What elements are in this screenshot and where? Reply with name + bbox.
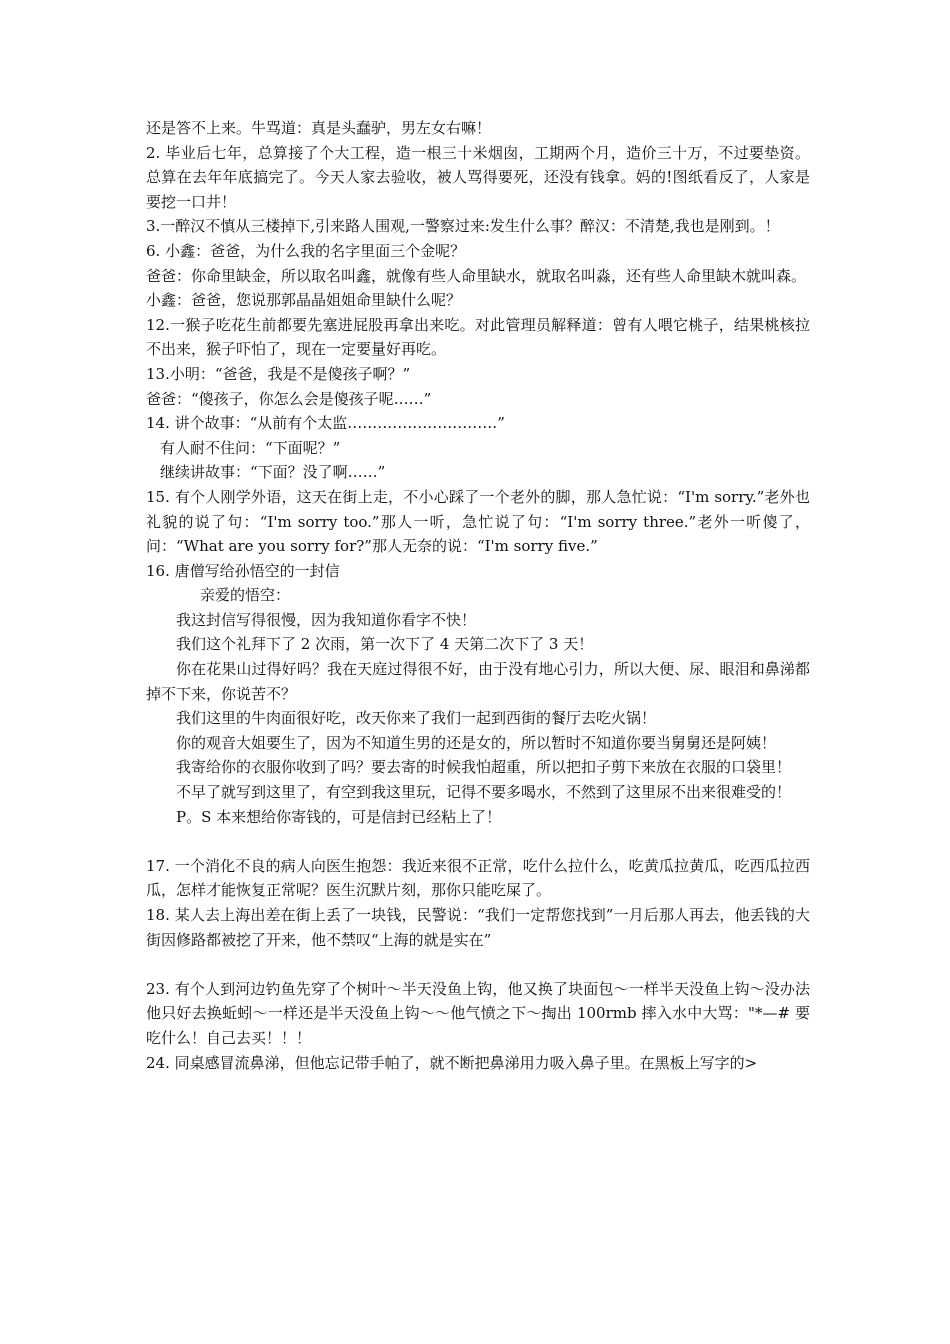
joke-24: 24. 同桌感冒流鼻涕，但他忘记带手帕了，就不断把鼻涕用力吸入鼻子里。在黑板上写字的> [146,1053,758,1072]
paragraph: 继续讲故事：“下面？没了啊……” [160,463,386,482]
letter-paragraph: 你的观音大姐要生了，因为不知道生男的还是女的，所以暂时不知道你要当舅舅还是阿姨！ [176,733,777,752]
letter-paragraph: 你在花果山过得好吗？我在天庭过得很不好，由于没有地心引力，所以大便、尿、眼泪和鼻涕都掉不下来，你说苦不？ [146,660,810,703]
blank-line [146,952,810,977]
joke-18: 18. 某人去上海出差在街上丢了一块钱，民警说：“我们一定帮您找到”一月后那人再去，他丢钱的大街因修路都被挖了开来，他不禁叹“上海的就是实在” [146,906,810,949]
paragraph: 爸爸：“傻孩子，你怎么会是傻孩子呢……” [146,389,432,408]
letter-postscript: P。S 本来想给你寄钱的，可是信封已经粘上了！ [176,807,502,826]
joke-16-title: 16. 唐僧写给孙悟空的一封信 [146,561,340,580]
document-body [146,116,810,1075]
blank-line [146,829,810,854]
joke-12: 12.一猴子吃花生前都要先塞进屁股再拿出来吃。对此管理员解释道：曾有人喂它桃子，结果桃核拉不出来，猴子吓怕了，现在一定要量好再吃。 [146,315,810,359]
paragraph: 还是答不上来。牛骂道：真是头蠢驴，男左女右嘛！ [146,119,492,137]
letter-paragraph: 我寄给你的衣服你收到了吗？要去寄的时候我怕超重，所以把扣子剪下来放在衣服的口袋里！ [176,758,792,777]
joke-2: 2. 毕业后七年，总算接了个大工程，造一根三十米烟囱，工期两个月，造价三十万，不过要垫资。总算在去年年底搞完了。今天人家去验收，被人骂得要死，还没有钱拿。妈的!图纸看反了，人家是要挖一口井！ [146,143,810,211]
joke-17: 17. 一个消化不良的病人向医生抱怨：我近来很不正常，吃什么拉什么，吃黄瓜拉黄瓜，吃西瓜拉西瓜，怎样才能恢复正常呢？医生沉默片刻，那你只能吃屎了。 [146,856,810,900]
paragraph: 有人耐不住问：“下面呢？” [160,438,341,457]
joke-13: 13.小明：“爸爸，我是不是傻孩子啊？” [146,364,411,383]
letter-paragraph: 我们这里的牛肉面很好吃，改天你来了我们一起到西街的餐厅去吃火锅！ [176,709,657,728]
paragraph: 爸爸：你命里缺金，所以取名叫鑫，就像有些人命里缺水，就取名叫淼，还有些人命里缺木就叫森。 [146,266,807,285]
joke-15: 15. 有个人刚学外语，这天在街上走，不小心踩了一个老外的脚，那人急忙说：“I'm sorry.”老外也礼貌的说了句：“I'm sorry too.”那人一听，急忙说了句：“I'm sorry three.”老外一听傻了，问：“What are you sorry for?”那人无奈的说：“I'm sorry five.” [146,487,810,556]
letter-paragraph: 我们这个礼拜下了 2 次雨，第一次下了 4 天第二次下了 3 天！ [176,635,594,654]
paragraph: 小鑫：爸爸，您说那郭晶晶姐姐命里缺什么呢？ [146,291,462,310]
joke-14: 14. 讲个故事：“从前有个太监…………………………” [146,414,505,433]
joke-23: 23. 有个人到河边钓鱼先穿了个树叶～半天没鱼上钩，他又换了块面包～一样半天没鱼上钩～没办法他只好去换蚯蚓～一样还是半天没鱼上钩～～他气愤之下～掏出 100rmb 摔入水中大骂："*—# 要吃什么！自己去买！！！ [146,979,810,1047]
letter-salutation: 亲爱的悟空： [200,586,291,605]
joke-6: 6. 小鑫：爸爸，为什么我的名字里面三个金呢？ [146,241,466,260]
letter-paragraph: 不早了就写到这里了，有空到我这里玩，记得不要多喝水，不然到了这里尿不出来很难受的！ [176,783,792,802]
letter-paragraph: 我这封信写得很慢，因为我知道你看字不快！ [176,610,477,629]
joke-3: 3.一醉汉不慎从三楼掉下,引来路人围观,一警察过来:发生什么事？醉汉：不清楚,我也是刚到。！ [146,217,780,236]
